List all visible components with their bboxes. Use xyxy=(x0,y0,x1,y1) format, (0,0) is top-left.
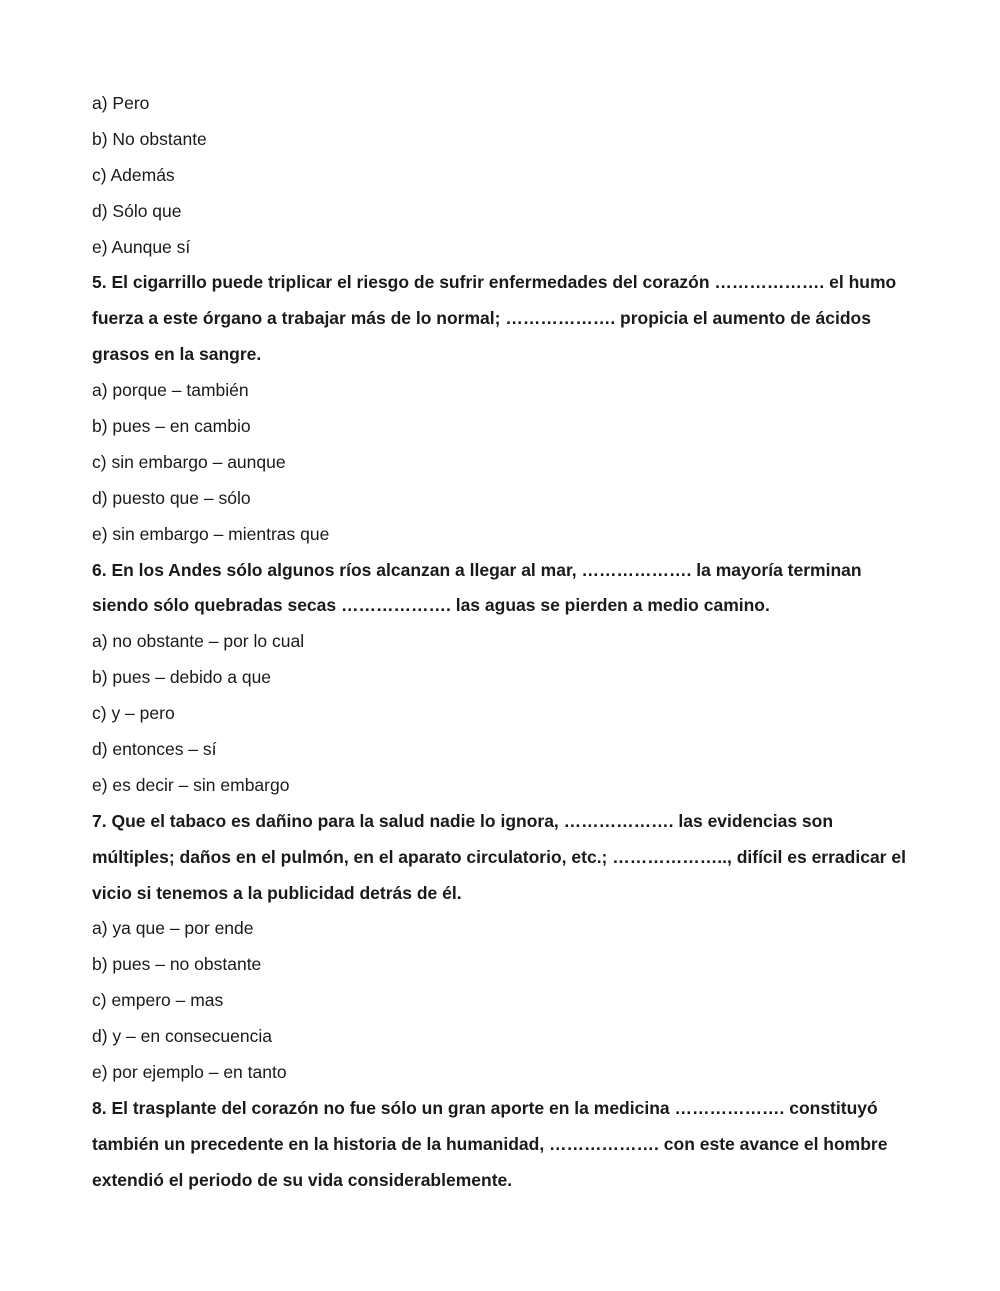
question-text-line: 5. El cigarrillo puede triplicar el riesgo de sufrir enfermedades del corazón ………………. el humo xyxy=(92,272,897,293)
option-e: e) Aunque sí xyxy=(92,236,191,257)
question-text-line: vicio si tenemos a la publicidad detrás de él. xyxy=(92,882,462,903)
question-text-line: siendo sólo quebradas secas ………………. las aguas se pierden a medio camino. xyxy=(92,595,770,616)
option-e: e) es decir – sin embargo xyxy=(92,774,290,795)
option-b: b) pues – en cambio xyxy=(92,416,251,437)
option-e: e) por ejemplo – en tanto xyxy=(92,1062,287,1083)
option-a: a) no obstante – por lo cual xyxy=(92,631,305,652)
option-d: d) puesto que – sólo xyxy=(92,487,251,508)
question-5 xyxy=(92,265,912,552)
question-6 xyxy=(92,553,912,804)
question-text-line: fuerza a este órgano a trabajar más de lo normal; ………………. propicia el aumento de ácidos xyxy=(92,308,871,329)
question-8 xyxy=(92,1091,912,1199)
option-b: b) pues – no obstante xyxy=(92,954,262,975)
option-a: a) ya que – por ende xyxy=(92,918,254,939)
option-b: b) pues – debido a que xyxy=(92,667,272,688)
question-text-line: 6. En los Andes sólo algunos ríos alcanzan a llegar al mar, ………………. la mayoría terminan xyxy=(92,559,862,580)
answer-options-previous xyxy=(92,86,912,265)
question-text-line: 7. Que el tabaco es dañino para la salud nadie lo ignora, ………………. las evidencias son xyxy=(92,810,834,831)
option-a: a) Pero xyxy=(92,93,150,113)
question-7 xyxy=(92,804,912,1091)
option-d: d) Sólo que xyxy=(92,200,182,221)
option-c: c) y – pero xyxy=(92,703,175,724)
question-text-line: 8. El trasplante del corazón no fue sólo un gran aporte en la medicina ………………. constituyó xyxy=(92,1097,878,1118)
option-c: c) empero – mas xyxy=(92,990,224,1011)
question-text-line: extendió el periodo de su vida considerablemente. xyxy=(92,1169,513,1190)
document-page xyxy=(92,86,912,1199)
question-text-line: grasos en la sangre. xyxy=(92,344,262,365)
option-d: d) y – en consecuencia xyxy=(92,1026,272,1047)
option-a: a) porque – también xyxy=(92,380,249,401)
option-b: b) No obstante xyxy=(92,128,207,149)
question-text-line: múltiples; daños en el pulmón, en el aparato circulatorio, etc.; ……………….., difícil es erradicar el xyxy=(92,846,906,867)
option-d: d) entonces – sí xyxy=(92,739,217,760)
option-e: e) sin embargo – mientras que xyxy=(92,523,330,544)
option-c: c) sin embargo – aunque xyxy=(92,451,286,472)
question-text-line: también un precedente en la historia de la humanidad, ………………. con este avance el hombre xyxy=(92,1133,888,1154)
option-c: c) Además xyxy=(92,164,175,185)
